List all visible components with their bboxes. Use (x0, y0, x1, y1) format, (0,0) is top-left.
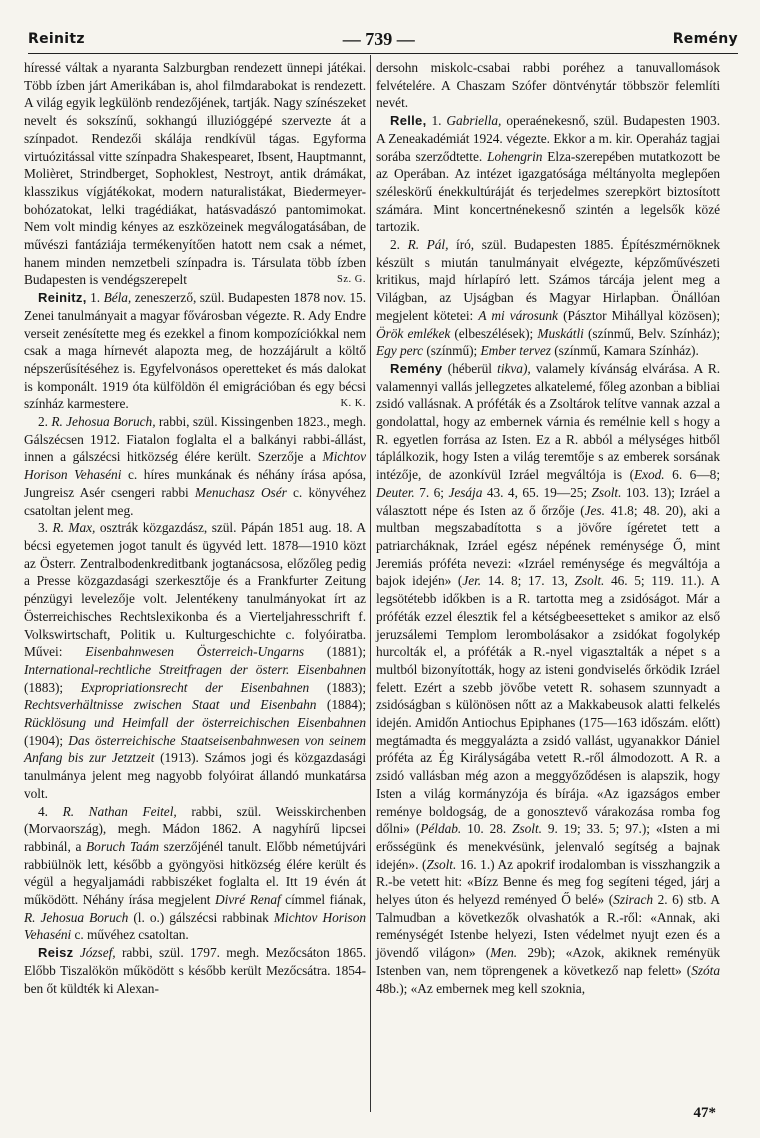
entry-headword: Reinitz, (38, 290, 87, 306)
entry-headword: Reisz (38, 945, 74, 961)
entry-headword: Remény (390, 360, 443, 376)
column-divider (370, 55, 371, 1112)
entry-reisz-continuation: dersohn miskolc-csabai rabbi poréhez a tanuvallomások felvételére. A Chaszam Szófer döntvénytár többször felemlíti nevét. (376, 60, 720, 111)
entry-remeny: Remény (héberül tikva), valamely kívánság elvárása. A R. valamennyi vallás jellegzetes alkatelemé, főleg azonban a bibliai zsidó vallásnak. A próféták és a Zsoltárok telítve vannak azzal a gondolattal, hogy az embernek várnia és remélnie kell s hogy a R. egyetlen forrása az Isten. Ez a R. abból a mélységes hitből táplálkozik, hogy Isten a világ teremtője s az emberek sorsának intézője, de azonkívül Izráel megváltója is (Exod. 6. 6—8; Deuter. 7. 6; Jesája 43. 4, 65. 19—25; Zsolt. 103. 13); Izráel a választott népe és Isten az ő őrzője (Jes. 41.8; 48. 20), aki a multban megszabadította s a jövőre ígéretet tett a patriarcháknak, Izráel egész népének reménysége Ő, mint Jeremiás próféta nevezi: «Izráel reménysége és megváltója a bajok idején» (Jer. 14. 8; 17. 13, Zsolt. 46. 5; 119. 11.). A legsötétebb időkben is a R. tartotta meg a zsidóságot. Már a próféták ezzel élesztik fel a kétségbeesetteket s amikor az első jeruzsálemi Templom lerombolásakor a zsidókat fogolykép hurcolták el, a próféták a R.-nyel vigasztalták a népet s a multból bizonyították, hogy az isteni gondviselés őrködik Izráel felett. Ezért a szebb jövőbe vetett R. sohasem szunnyadt a zsidóságban s különösen nőtt az a Makkabeusok alatti felkelés idején. Amidőn Antiochus Epiphanes (175—163 időszám. előtt) megtámadta és meggyalázta a zsidó vallást, ugyanakkor Dániel próféta az Ég Királyságába vetett R.-ről álmodozott. A R. a zsidó vallásban még azon a meggyőződésen is alapszik, hogy Isten a világ kormányzója és bírája. «Az igazságos ember reménye boldogság, de a gonosztevő várakozása romba fog dőlni» (Példab. 10. 28. Zsolt. 9. 19; 33. 5; 97.); «Isten a mi erősségünk és menekvésünk, jelenvaló segítség a bajnak idején». (Zsolt. 16. 1.) Az apokrif irodalomban is visszhangzik a R.-be vetett hit: «Bízz Benne és meg fog segíteni téged, járj a helyes úton és helyezd reményed Ő belé» (Szirach 2. 6) stb. A Talmudban a következők olvashatók a R.-ről: «Annak, aki reménységét Istenbe helyezi, Isten védelmet nyujt ezen és a jövendő világon» (Men. 29b); «Azok, akiknek reményük Istenben van, nem töprengenek a következő nap felett» (Szóta 48b.); «Az embernek meg kell szoknia, (376, 360, 721, 996)
header-right-word: Remény (672, 31, 738, 47)
header-rule (28, 53, 738, 54)
entry-reisz: Reisz József, rabbi, szül. 1797. megh. Mezőcsáton 1865. Előbb Tiszalökön működött s később került Mezőcsátra. 1854-ben őt küldték ki Alexan- (24, 945, 366, 996)
entry-reinhardt-continuation: híressé váltak a nyaranta Salzburgban rendezett ünnepi játékai. Több ízben járt Amerikában is, ahol filmdarabokat is rendezett. A világ egyik legkülönb rendezőjének, tartják. Nagy színészeket nevelt és sokszínű, sokhangú illuzióggépé szervezte át a színpadot. Rendezői skálája rendkívül tágas. Egyforma virtuózitással vitte színpadra Shakespearet, Ibsent, Hauptmannt, Molièret, Strindberget, Sophoklest, Nestroyt, antik drámákat, klasszikus vígjátékokat, modern naturalistákat, Biedermeyer-bohózatokat, lelki tragédiákat, hatásvadászó pantomimokat. Nem volt mindig kényes az eszközeinek megválogatásában, de művészi fantáziája termékenyítően hatott nem csak a német, hanem minden nemzetbeli színpadra is. Társulata több ízben Budapesten is vendégszerepelt Sz. G. (24, 60, 366, 288)
author-signature: K. K. (340, 398, 366, 410)
left-column (24, 59, 366, 997)
entry-reinitz-jehosua: 2. R. Jehosua Boruch, rabbi, szül. Kissingenben 1823., megh. Gálszécsen 1912. Fiatalon foglalta el a balkányi rabbi-állást, innen a gálszécsi hitközség élére került. Szerzője a Michtov Horison Vehaséni c. híres munkának és néhány írása apósa, Jungreisz Asér csengeri rabbi Menuchasz Osér c. könyvéhez csatoltan jelent meg. (24, 414, 367, 518)
running-header (28, 26, 738, 52)
right-column (376, 59, 720, 997)
entry-reinitz-max: 3. R. Max, osztrák közgazdász, szül. Pápán 1851 aug. 18. A bécsi egyetemen jogot tanult és ügyvéd lett. 1878—1910 közt az Österr. Zentralbodenkreditbank jogtanácsosa, előzőleg pedig a Presse közgazdasági szerkesztője és a Frankfurter Zeitung pénzügyi levelezője volt. Jelentékeny tanulmányokat írt az Österreichisches Rechtslexikonba és a Vierteljahresschrift f. Volkswirtschaft, Politik u. Kulturgeschichte c. folyóiratba. Művei: Eisenbahnwesen Österreich-Ungarns (1881); International-rechtliche Streitfragen der österr. Eisenbahnen (1883); Expropriationsrecht der Eisenbahnen (1883); Rechtsverhältnisse zwischen Staat und Eisenbahn (1884); Rücklösung und Heimfall der österreichischen Eisenbahnen (1904); Das österreichische Staatseisenbahnwesen von seinem Anfang bis zur Jetztzeit (1913). Számos jogi és közgazdasági tanulmánya jelent meg nagyobb folyóirat állandó munkatársa volt. (24, 520, 367, 801)
signature-mark: 47* (693, 1105, 716, 1121)
entry-relle-gabriella: Relle, 1. Gabriella, operaénekesnő, szül. Budapesten 1903. A Zeneakadémiát 1924. végezte. Ekkor a m. kir. Operaház tagjai sorába szerződtette. Lohengrin Elza-szerepében mutatkozott be az Operában. Az intézet igazgatósága méltányolta meglepően széleskörű énekkultúráját és terjedelmes szerepkört biztosított számára. Mint koncertnénekesnő szintén a legelsők közé tartozik. (376, 113, 720, 235)
entry-reinitz-nathan: 4. R. Nathan Feitel, rabbi, szül. Weisskirchenben (Morvaország), megh. Mádon 1862. A nagyhírű lipcsei rabbinál, a Boruch Taám szerzőjénél tanult. Előbb németújvári rabbiülnök lett, később a gyöngyösi hitközség élére került és végül a hegyaljamádi rabbiszéket foglalta el. Itt 19 évén át működött. Néhány írása megjelent Divré Renaf címmel fiának, R. Jehosua Boruch (l. o.) gálszécsi rabbinak Michtov Horison Vehaséni c. művéhez csatoltan. (24, 803, 366, 943)
author-signature: Sz. G. (337, 274, 366, 286)
header-left-word: Reinitz (28, 31, 85, 47)
page-number: — 739 — (342, 28, 415, 49)
entry-headword: Relle, (390, 113, 427, 129)
entry-reinitz-bela: Reinitz, 1. Béla, zeneszerző, szül. Budapesten 1878 nov. 15. Zenei tanulmányait a magyar fővárosban végezte. R. Ady Endre verseit zenésítette meg és ezekkel a finom kompozíciókkal nem csak a maga hírnevét alapozta meg, de hozzájárult a költő népszerűsítéséhez is. Egyfelvonásos operetteket és más dalokat is komponált. 1919 óta külföldön él emigrációban és egy bécsi színház karmestere. K. K. (24, 290, 366, 412)
entry-relle-pal: 2. R. Pál, író, szül. Budapesten 1885. Építészmérnöknek készült s miután tanulmányait elvégezte, képzőművészeti kritikus, majd hírlapíró lett. Számos tárcája jelent meg a Világban, az Ujságban és Magyar Hirlapban. Önállóan megjelent kötetei: A mi városunk (Pásztor Mihállyal közösen); Örök emlékek (elbeszélések); Muskátli (színmű, Belv. Színház); Egy perc (színmű); Ember tervez (színmű, Kamara Színház). (376, 237, 721, 359)
